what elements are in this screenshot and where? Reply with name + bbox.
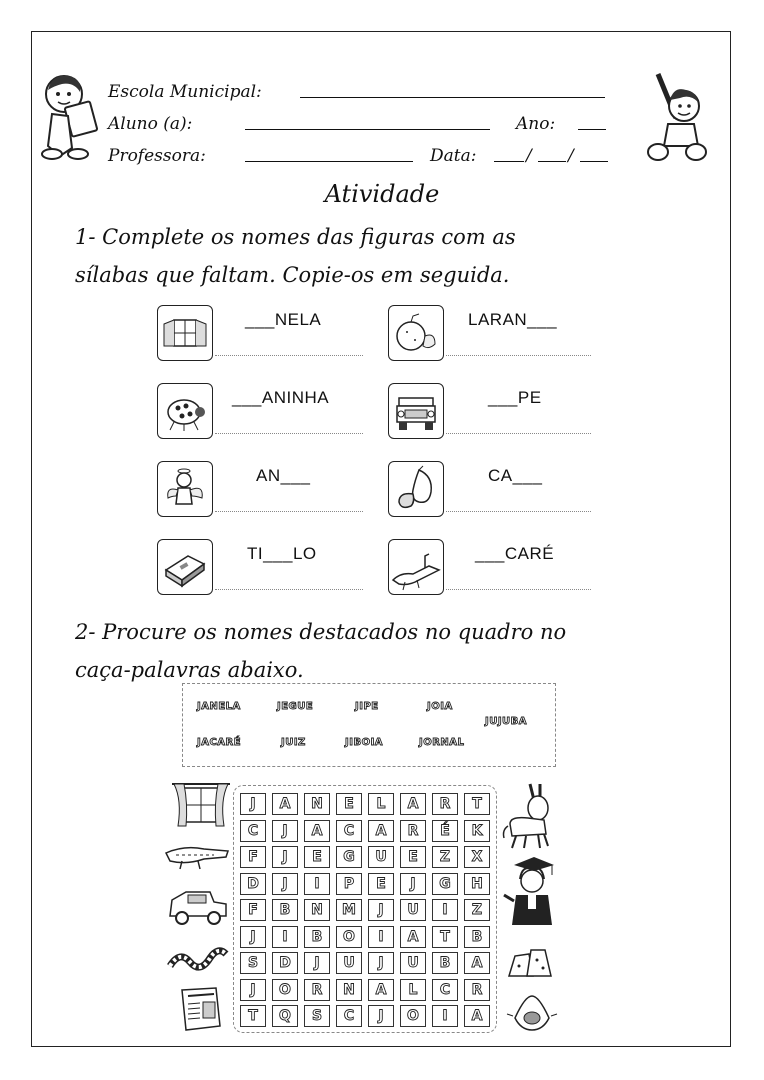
- grid-cell[interactable]: E: [304, 846, 330, 868]
- grid-cell[interactable]: A: [464, 952, 490, 974]
- newspaper-icon: [176, 984, 226, 1034]
- date-day-field[interactable]: [494, 161, 524, 162]
- grid-cell[interactable]: Q: [272, 1005, 298, 1027]
- bank-word: JEGUE: [277, 701, 314, 712]
- grid-cell[interactable]: U: [336, 952, 362, 974]
- copy-line-6[interactable]: [446, 511, 591, 512]
- date-month-field[interactable]: [538, 161, 566, 162]
- grid-cell[interactable]: J: [272, 820, 298, 842]
- grid-cell[interactable]: J: [240, 793, 266, 815]
- grid-cell[interactable]: J: [400, 873, 426, 895]
- grid-cell[interactable]: I: [432, 899, 458, 921]
- grid-cell[interactable]: R: [464, 979, 490, 1001]
- alligator-icon: [388, 539, 444, 595]
- exercise-word-7: TI___LO: [247, 544, 317, 563]
- grid-cell[interactable]: R: [400, 820, 426, 842]
- grid-cell[interactable]: O: [400, 1005, 426, 1027]
- grid-cell[interactable]: I: [368, 926, 394, 948]
- date-label: Data:: [430, 146, 477, 166]
- question-1-line-1: 1- Complete os nomes das figuras com as: [75, 225, 516, 249]
- grid-cell[interactable]: F: [240, 899, 266, 921]
- boy-with-pencil-icon: [640, 72, 716, 164]
- bank-word: JIPE: [355, 701, 379, 712]
- copy-line-5[interactable]: [215, 511, 363, 512]
- grid-cell[interactable]: B: [464, 926, 490, 948]
- grid-cell[interactable]: L: [400, 979, 426, 1001]
- jeep-icon: [166, 886, 230, 928]
- teacher-field[interactable]: [245, 161, 413, 162]
- grid-cell[interactable]: I: [272, 926, 298, 948]
- exercise-word-6: CA___: [488, 466, 543, 485]
- copy-line-8[interactable]: [446, 589, 591, 590]
- student-label: Aluno (a):: [108, 114, 193, 134]
- bank-word: JOIA: [427, 701, 453, 712]
- grid-cell[interactable]: A: [400, 926, 426, 948]
- grid-cell[interactable]: L: [368, 793, 394, 815]
- bank-word: JANELA: [197, 701, 241, 712]
- school-label: Escola Municipal:: [108, 82, 262, 102]
- date-year-field[interactable]: [580, 161, 608, 162]
- grid-cell[interactable]: M: [336, 899, 362, 921]
- school-field[interactable]: [300, 97, 605, 98]
- date-separator: /: [568, 146, 574, 166]
- page-title: Atividade: [324, 180, 440, 208]
- grid-cell[interactable]: E: [336, 793, 362, 815]
- exercise-word-4: ___PE: [488, 388, 542, 407]
- grid-cell[interactable]: J: [240, 926, 266, 948]
- donkey-icon: [500, 782, 564, 852]
- grid-cell[interactable]: E: [368, 873, 394, 895]
- exercise-word-8: ___CARÉ: [475, 544, 555, 563]
- jeep-icon: [388, 383, 444, 439]
- orange-icon: [388, 305, 444, 361]
- exercise-word-1: ___NELA: [245, 310, 322, 329]
- grid-cell[interactable]: E: [400, 846, 426, 868]
- snake-icon: [166, 942, 230, 976]
- question-2-line-2: caça-palavras abaixo.: [75, 658, 304, 682]
- bank-word: JUIZ: [281, 737, 306, 748]
- grid-cell[interactable]: J: [368, 1005, 394, 1027]
- exercise-word-2: LARAN___: [468, 310, 558, 329]
- boy-reading-icon: [38, 70, 104, 160]
- word-search-grid: [233, 785, 497, 1033]
- alligator-icon: [164, 835, 232, 875]
- grid-cell[interactable]: Z: [432, 846, 458, 868]
- grid-cell[interactable]: J: [368, 952, 394, 974]
- grid-cell[interactable]: T: [240, 1005, 266, 1027]
- grid-cell[interactable]: B: [432, 952, 458, 974]
- year-label: Ano:: [516, 114, 556, 134]
- copy-line-2[interactable]: [446, 355, 591, 356]
- grid-cell[interactable]: D: [240, 873, 266, 895]
- grid-cell[interactable]: J: [272, 873, 298, 895]
- grid-cell[interactable]: T: [464, 793, 490, 815]
- grid-cell[interactable]: A: [464, 1005, 490, 1027]
- judge-icon: [500, 855, 560, 933]
- grid-cell[interactable]: G: [432, 873, 458, 895]
- angel-icon: [157, 461, 213, 517]
- grid-cell[interactable]: R: [432, 793, 458, 815]
- grid-cell[interactable]: O: [336, 926, 362, 948]
- student-field[interactable]: [245, 129, 490, 130]
- grid-cell[interactable]: D: [272, 952, 298, 974]
- grid-cell[interactable]: T: [432, 926, 458, 948]
- grid-cell[interactable]: F: [240, 846, 266, 868]
- grid-cell[interactable]: C: [432, 979, 458, 1001]
- grid-cell[interactable]: O: [272, 979, 298, 1001]
- jewel-icon: [505, 994, 559, 1034]
- copy-line-4[interactable]: [446, 433, 591, 434]
- grid-cell[interactable]: U: [400, 899, 426, 921]
- window-icon: [157, 305, 213, 361]
- grid-cell[interactable]: R: [304, 979, 330, 1001]
- bank-word: JUJUBA: [485, 716, 528, 727]
- word-bank: [182, 683, 556, 767]
- bank-word: JIBOIA: [345, 737, 384, 748]
- grid-cell[interactable]: B: [272, 899, 298, 921]
- grid-cell[interactable]: J: [240, 979, 266, 1001]
- grid-cell[interactable]: J: [304, 952, 330, 974]
- jujuba-candy-icon: [505, 944, 559, 982]
- question-2-line-1: 2- Procure os nomes destacados no quadro no: [75, 620, 567, 644]
- grid-cell[interactable]: X: [464, 846, 490, 868]
- grid-cell[interactable]: C: [240, 820, 266, 842]
- year-field[interactable]: [578, 129, 606, 130]
- bank-word: JACARÉ: [197, 737, 242, 748]
- grid-cell[interactable]: P: [336, 873, 362, 895]
- copy-line-3[interactable]: [215, 433, 363, 434]
- grid-cell[interactable]: A: [400, 793, 426, 815]
- copy-line-1[interactable]: [215, 355, 363, 356]
- grid-cell[interactable]: C: [336, 820, 362, 842]
- brick-icon: [157, 539, 213, 595]
- grid-cell[interactable]: A: [304, 820, 330, 842]
- teacher-label: Professora:: [108, 146, 206, 166]
- grid-cell[interactable]: B: [304, 926, 330, 948]
- ladybug-icon: [157, 383, 213, 439]
- grid-cell[interactable]: J: [272, 846, 298, 868]
- grid-cell[interactable]: U: [400, 952, 426, 974]
- question-1-line-2: sílabas que faltam. Copie-os em seguida.: [75, 263, 510, 287]
- grid-cell[interactable]: G: [336, 846, 362, 868]
- grid-cell[interactable]: K: [464, 820, 490, 842]
- grid-cell[interactable]: A: [368, 979, 394, 1001]
- grid-cell[interactable]: H: [464, 873, 490, 895]
- copy-line-7[interactable]: [215, 589, 363, 590]
- grid-cell[interactable]: I: [304, 873, 330, 895]
- cashew-icon: [388, 461, 444, 517]
- grid-cell[interactable]: Z: [464, 899, 490, 921]
- grid-cell[interactable]: É: [432, 820, 458, 842]
- grid-cell[interactable]: A: [272, 793, 298, 815]
- grid-cell[interactable]: I: [432, 1005, 458, 1027]
- grid-cell[interactable]: A: [368, 820, 394, 842]
- grid-cell[interactable]: S: [304, 1005, 330, 1027]
- bank-word: JORNAL: [419, 737, 465, 748]
- grid-cell[interactable]: U: [368, 846, 394, 868]
- grid-cell[interactable]: S: [240, 952, 266, 974]
- grid-cell[interactable]: N: [336, 979, 362, 1001]
- exercise-word-3: ___ANINHA: [232, 388, 330, 407]
- grid-cell[interactable]: J: [368, 899, 394, 921]
- grid-cell[interactable]: N: [304, 793, 330, 815]
- window-curtain-icon: [170, 780, 232, 830]
- grid-cell[interactable]: C: [336, 1005, 362, 1027]
- date-separator: /: [526, 146, 532, 166]
- exercise-word-5: AN___: [256, 466, 311, 485]
- grid-cell[interactable]: N: [304, 899, 330, 921]
